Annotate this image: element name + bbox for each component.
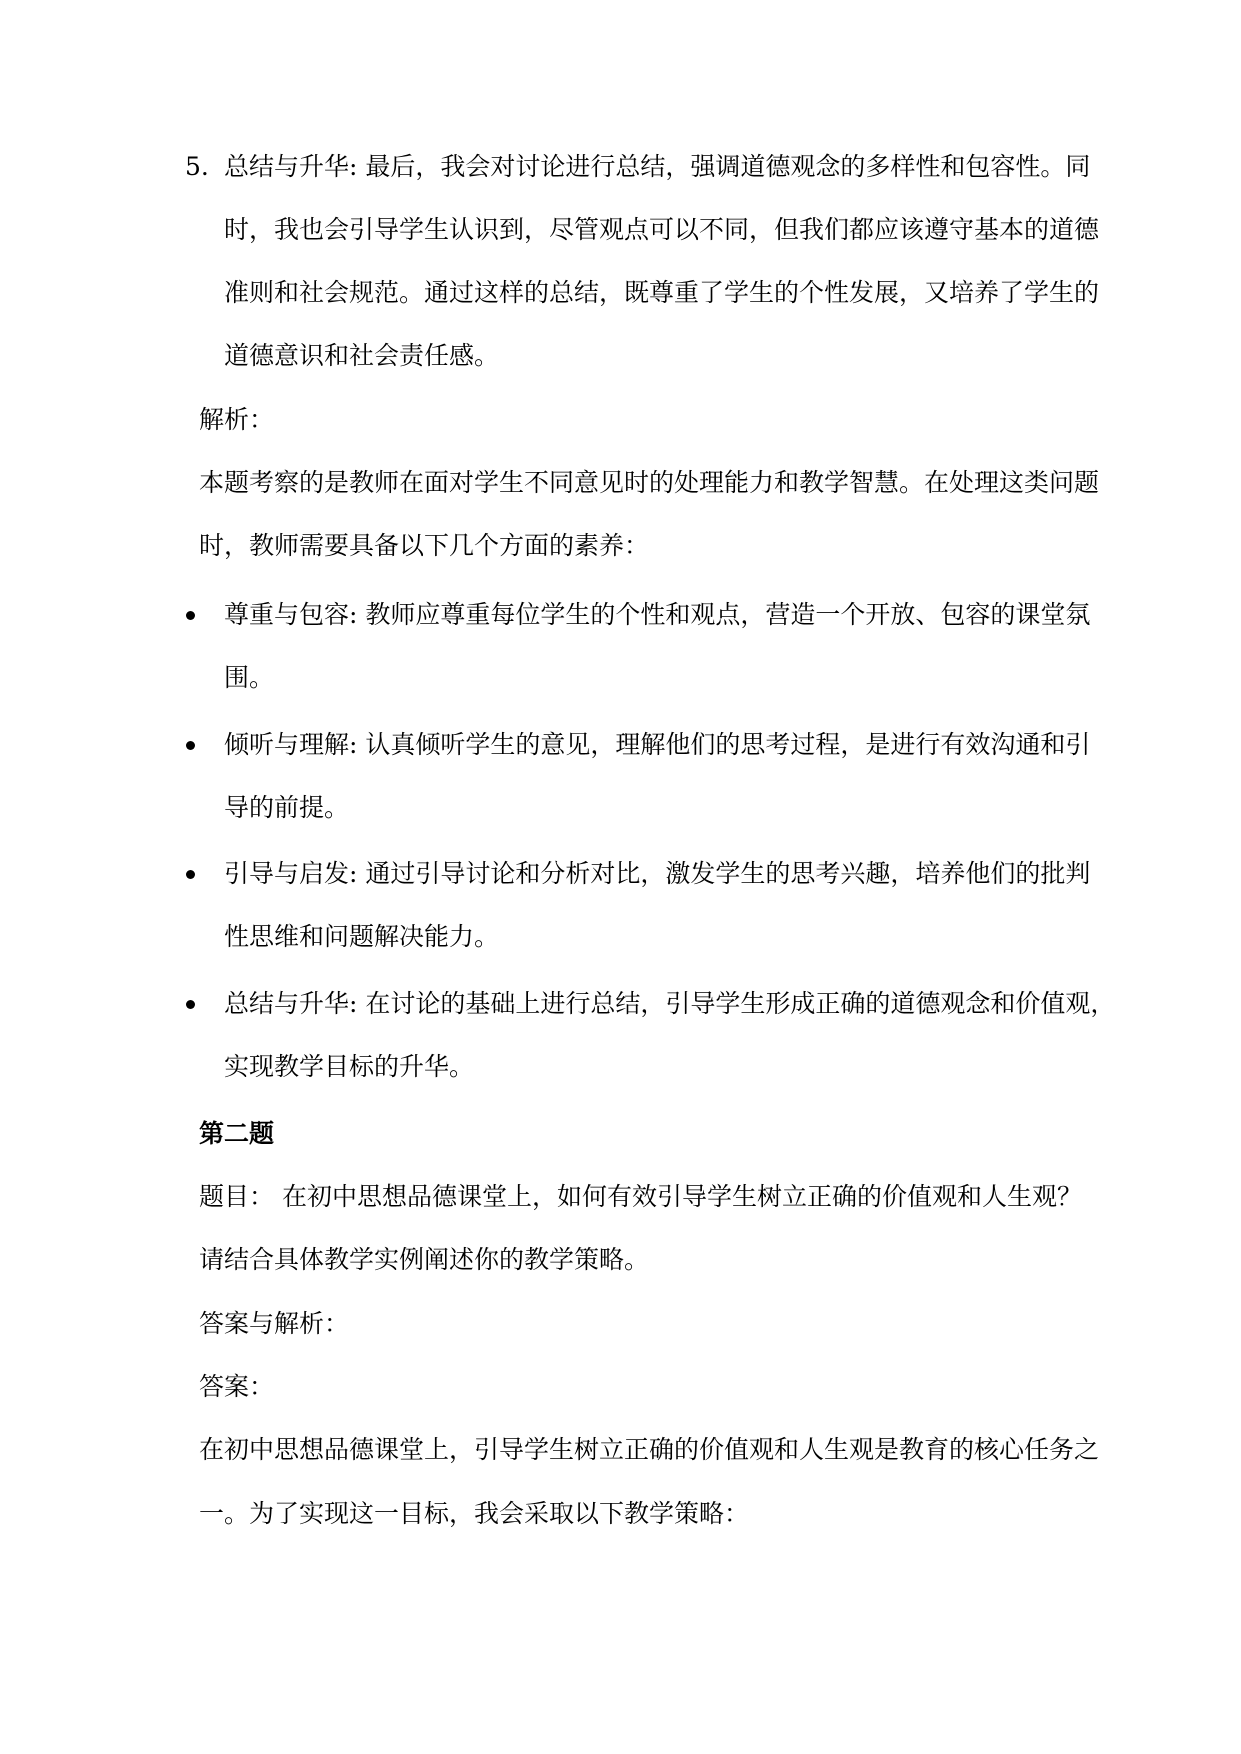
bullet-4-line-2: 实现教学目标的升华。 [224, 1052, 475, 1081]
question-2-prompt-line-2: 请结合具体教学实例阐述你的教学策略。 [199, 1245, 650, 1274]
bullet-2-line-1: 倾听与理解: 认真倾听学生的意见，理解他们的思考过程，是进行有效沟通和引 [224, 730, 1091, 759]
bullet-3-line-1: 引导与启发: 通过引导讨论和分析对比，激发学生的思考兴趣，培养他们的批判 [224, 859, 1091, 888]
bullet-4-line-1: 总结与升华: 在讨论的基础上进行总结，引导学生形成正确的道德观念和价值观， [224, 989, 1116, 1018]
question-2-prompt-line-1: 题目： 在初中思想品德课堂上，如何有效引导学生树立正确的价值观和人生观？ [199, 1182, 1082, 1211]
bullet-dot-icon [186, 611, 195, 620]
bullet-1-line-1: 尊重与包容: 教师应尊重每位学生的个性和观点，营造一个开放、包容的课堂氛 [224, 600, 1091, 629]
answer-label: 答案： [199, 1372, 275, 1401]
analysis-heading: 解析： [199, 405, 275, 434]
item5-line-3: 准则和社会规范。通过这样的总结，既尊重了学生的个性发展，又培养了学生的 [224, 278, 1100, 307]
bullet-dot-icon [186, 1000, 195, 1009]
bullet-dot-icon [186, 741, 195, 750]
bullet-dot-icon [186, 870, 195, 879]
bullet-3-line-2: 性思维和问题解决能力。 [224, 922, 500, 951]
item5-line-2: 时，我也会引导学生认识到，尽管观点可以不同，但我们都应该遵守基本的道德 [224, 215, 1100, 244]
item5-line-1: 总结与升华: 最后，我会对讨论进行总结，强调道德观念的多样性和包容性。同 [224, 152, 1091, 181]
list-number: 5. [185, 152, 209, 181]
answer-analysis-label: 答案与解析： [199, 1309, 350, 1338]
analysis-line-2: 时，教师需要具备以下几个方面的素养： [199, 531, 650, 560]
bullet-1-line-2: 围。 [224, 663, 275, 692]
bullet-2-line-2: 导的前提。 [224, 793, 350, 822]
question-2-title: 第二题 [199, 1119, 275, 1148]
answer-line-1: 在初中思想品德课堂上，引导学生树立正确的价值观和人生观是教育的核心任务之 [199, 1435, 1100, 1464]
analysis-line-1: 本题考察的是教师在面对学生不同意见时的处理能力和教学智慧。在处理这类问题 [199, 468, 1100, 497]
item5-line-4: 道德意识和社会责任感。 [224, 341, 500, 370]
answer-line-2: 一。为了实现这一目标，我会采取以下教学策略： [199, 1499, 750, 1528]
